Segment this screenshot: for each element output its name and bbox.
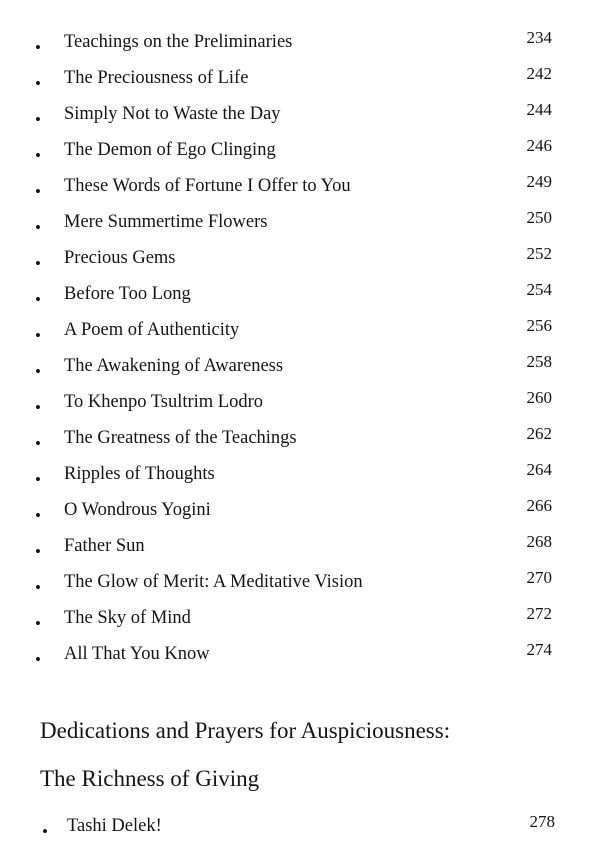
toc-entry — [0, 390, 600, 420]
entry-title: Simply Not to Waste the Day — [64, 104, 281, 124]
entry-title: Ripples of Thoughts — [64, 464, 215, 484]
toc-entry — [0, 498, 600, 528]
entry-title: Tashi Delek! — [67, 816, 162, 836]
entry-page-number: 260 — [526, 388, 552, 407]
bullet: • — [35, 398, 41, 417]
toc-entry — [0, 30, 600, 60]
bullet: • — [35, 614, 41, 633]
bullet: • — [35, 470, 41, 489]
entry-page-number: 278 — [529, 812, 555, 831]
bullet: • — [35, 542, 41, 561]
entry-title: To Khenpo Tsultrim Lodro — [64, 392, 264, 412]
entry-page-number: 268 — [526, 532, 552, 551]
entry-title: The Awakening of Awareness — [64, 356, 284, 376]
entry-page-number: 258 — [526, 352, 552, 371]
toc-entry — [0, 606, 600, 636]
bullet: • — [35, 110, 41, 129]
entry-page-number: 254 — [526, 280, 552, 299]
bullet: • — [35, 254, 41, 273]
entry-page-number: 262 — [526, 424, 552, 443]
bullet: • — [35, 326, 41, 345]
toc-entry — [0, 102, 600, 132]
toc-entry — [0, 246, 600, 276]
bullet: • — [35, 182, 41, 201]
entry-page-number: 272 — [526, 604, 552, 623]
toc-entry — [0, 282, 600, 312]
toc-entry — [0, 174, 600, 204]
entry-page-number: 242 — [526, 64, 552, 83]
bullet: • — [35, 578, 41, 597]
entry-title: O Wondrous Yogini — [64, 500, 211, 520]
entry-title: Father Sun — [64, 536, 145, 556]
entry-title: The Glow of Merit: A Meditative Vision — [64, 572, 363, 592]
section-subheading: The Richness of Giving — [40, 766, 260, 791]
entry-title: Before Too Long — [64, 284, 191, 304]
entry-page-number: 246 — [526, 136, 552, 155]
entry-title: The Greatness of the Teachings — [64, 428, 297, 448]
bullet: • — [35, 218, 41, 237]
bullet: • — [35, 506, 41, 525]
entry-page-number: 249 — [526, 172, 552, 191]
toc-entry — [0, 138, 600, 168]
bullet: • — [35, 650, 41, 669]
section-heading: Dedications and Prayers for Auspiciousness: — [40, 718, 451, 743]
entry-page-number: 274 — [526, 640, 552, 659]
entry-title: The Preciousness of Life — [64, 68, 249, 88]
entry-page-number: 264 — [526, 460, 552, 479]
toc-entry — [0, 642, 600, 672]
entry-page-number: 266 — [526, 496, 552, 515]
bullet: • — [42, 822, 48, 841]
entry-title: A Poem of Authenticity — [64, 320, 240, 340]
toc-entry — [0, 66, 600, 96]
toc-entry — [0, 318, 600, 348]
entry-page-number: 244 — [526, 100, 552, 119]
entry-page-number: 250 — [526, 208, 552, 227]
entry-title: The Demon of Ego Clinging — [64, 140, 276, 160]
bullet: • — [35, 38, 41, 57]
bullet: • — [35, 146, 41, 165]
entry-page-number: 234 — [526, 28, 552, 47]
bullet: • — [35, 362, 41, 381]
bullet: • — [35, 434, 41, 453]
entry-page-number: 256 — [526, 316, 552, 335]
entry-page-number: 270 — [526, 568, 552, 587]
entry-title: The Sky of Mind — [64, 608, 191, 628]
bullet: • — [35, 290, 41, 309]
bullet: • — [35, 74, 41, 93]
toc-entry — [0, 210, 600, 240]
entry-title: All That You Know — [64, 644, 210, 664]
toc-entry — [0, 354, 600, 384]
entry-title: Precious Gems — [64, 248, 176, 268]
entry-title: These Words of Fortune I Offer to You — [64, 176, 351, 196]
toc-entry — [0, 814, 600, 844]
entry-page-number: 252 — [526, 244, 552, 263]
toc-entry — [0, 462, 600, 492]
entry-title: Teachings on the Preliminaries — [64, 32, 293, 52]
entry-title: Mere Summertime Flowers — [64, 212, 268, 232]
toc-entry — [0, 570, 600, 600]
toc-entry — [0, 534, 600, 564]
toc-entry — [0, 426, 600, 456]
